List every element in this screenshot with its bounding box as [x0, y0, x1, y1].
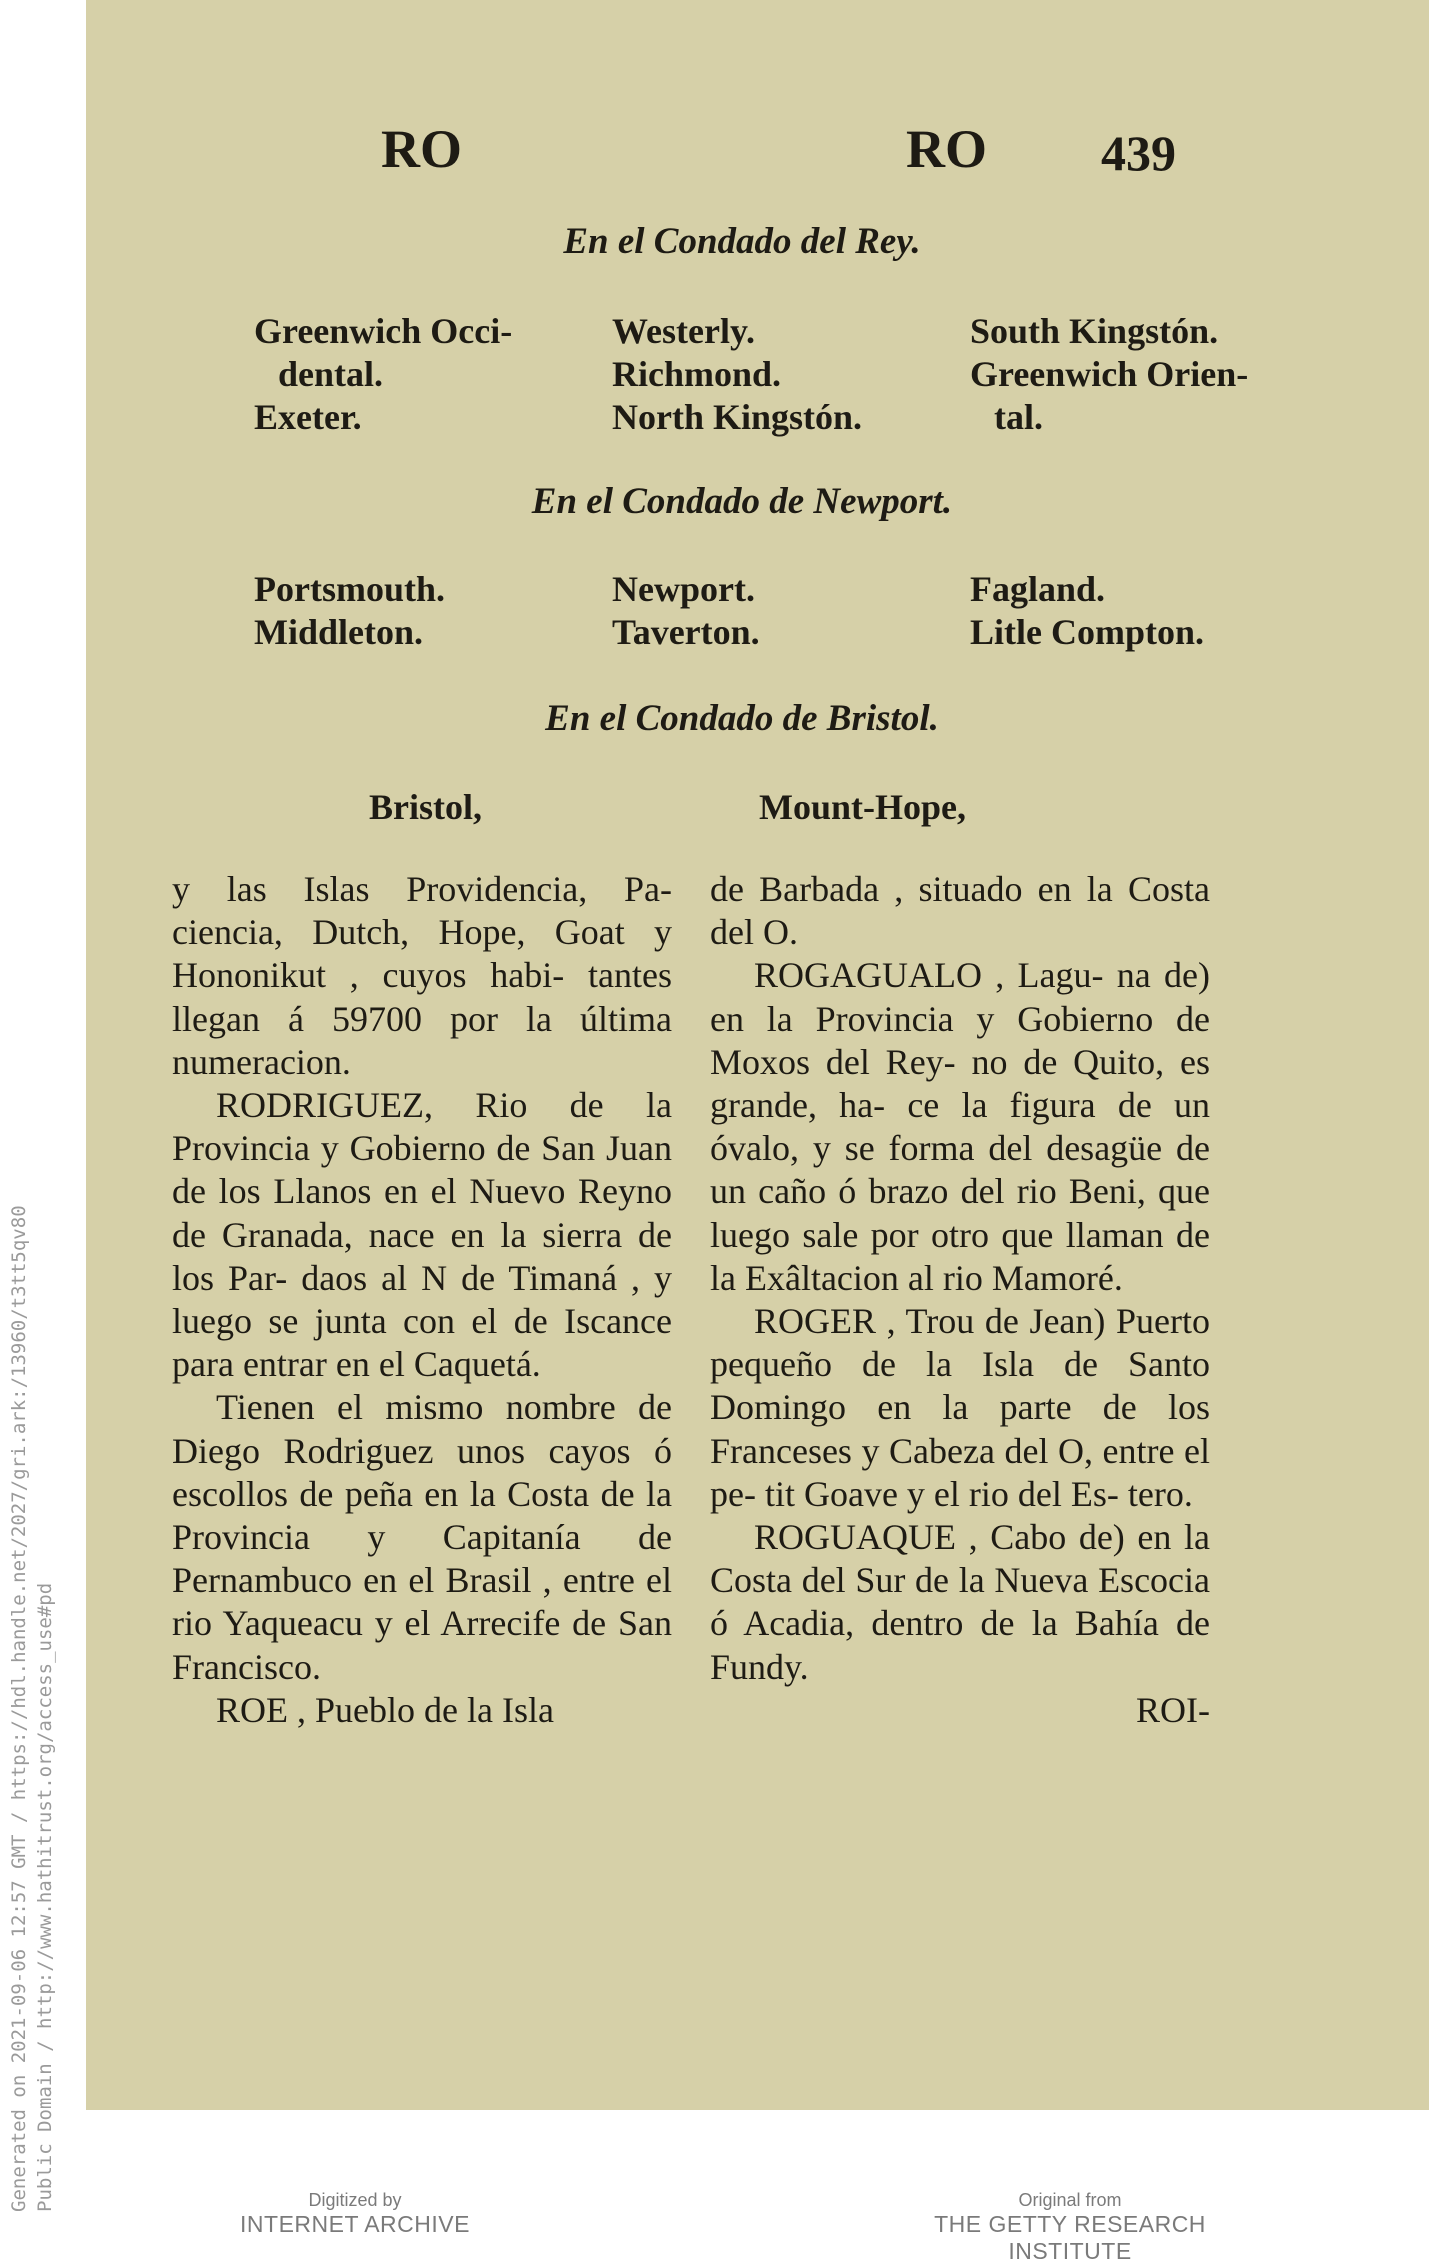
- name-entry: Richmond.: [612, 354, 782, 394]
- name-entry-bristol: Bristol,: [369, 787, 482, 827]
- name-entry: Litle Compton.: [970, 612, 1204, 652]
- name-entry: North Kingstón.: [612, 397, 863, 437]
- footer-digitized: [230, 2190, 480, 2238]
- name-entry: dental.: [278, 354, 384, 394]
- name-entry: Fagland.: [970, 569, 1106, 609]
- name-column: [970, 310, 1248, 439]
- name-entry: Greenwich Orien-: [970, 354, 1249, 394]
- paragraph-roguaque: ROGUAQUE , Cabo de) en la Costa del Sur de la Nueva Escocia ó Acadia, dentro de la Bahía de Fundy.: [710, 1517, 1211, 1687]
- section-heading-bristol: En el Condado de Bristol.: [545, 698, 939, 739]
- paragraph-roe: ROE , Pueblo de la Isla: [216, 1689, 554, 1730]
- footer-institution: THE GETTY RESEARCH INSTITUTE: [934, 2211, 1206, 2264]
- name-entry: Westerly.: [612, 311, 755, 351]
- section-heading-rey: En el Condado del Rey.: [563, 221, 921, 262]
- paragraph: Tienen el mismo nombre de Diego Rodriguez unos cayos ó escollos de peña en la Costa de la Provincia y Capitanía de Pernambuco en el Brasil , entre el rio Yaqueacu y el Arrecife de San Francisco.: [172, 1387, 673, 1687]
- name-column: [254, 310, 512, 439]
- paragraph: de Barbada , situado en la Costa del O.: [710, 869, 1210, 953]
- paragraph-roger: ROGER , Trou de Jean) Puerto pequeño de la Isla de Santo Domingo en la parte de los Franceses y Cabeza del O, entre el pe- tit Goave y el rio del Es- tero.: [710, 1301, 1211, 1514]
- stamp-line: Generated on 2021-09-06 12:57 GMT / https://hdl.handle.net/2027/gri.ark:/13960/t3tt5qv80: [8, 1205, 30, 2212]
- name-entry-mount-hope: Mount-Hope,: [759, 787, 966, 827]
- access-stamp: [6, 1052, 66, 2212]
- name-entry: Middleton.: [254, 612, 424, 652]
- text-column-right: [710, 868, 1210, 1732]
- running-head-left: RO: [381, 119, 462, 179]
- page-number: 439: [1101, 125, 1176, 181]
- text-column-left: [172, 868, 672, 1732]
- name-column: [612, 568, 760, 654]
- footer-label: Digitized by: [308, 2190, 402, 2210]
- name-entry: Newport.: [612, 569, 755, 609]
- name-entry: Taverton.: [612, 612, 760, 652]
- footer-label: Original from: [1018, 2190, 1122, 2210]
- running-head-right: RO: [906, 119, 987, 179]
- stamp-line: Public Domain / http://www.hathitrust.org/access_use#pd: [34, 1582, 56, 2212]
- footer-original: [870, 2190, 1270, 2265]
- section-heading-newport: En el Condado de Newport.: [531, 481, 953, 522]
- name-grid-newport: [254, 568, 1294, 668]
- name-column: [612, 310, 862, 439]
- name-column: [970, 568, 1204, 654]
- footer-source: INTERNET ARCHIVE: [240, 2211, 470, 2237]
- paragraph: y las Islas Providencia, Pa- ciencia, Dutch, Hope, Goat y Hononikut , cuyos habi- tantes llegan á 59700 por la última numeracion.: [172, 869, 673, 1082]
- name-entry: Portsmouth.: [254, 569, 445, 609]
- name-entry: tal.: [994, 397, 1043, 437]
- paragraph-rodriguez: RODRIGUEZ, Rio de la Provincia y Gobierno de San Juan de los Llanos en el Nuevo Reyno de Granada, nace en la sierra de los Par- daos al N de Timaná , y luego se junta con el de Iscance para entrar en el Caquetá.: [172, 1085, 673, 1385]
- scanned-page: [86, 0, 1429, 2110]
- name-entry: South Kingstón.: [970, 311, 1219, 351]
- name-entry: Greenwich Occi-: [254, 311, 513, 351]
- name-entry: Exeter.: [254, 397, 362, 437]
- paragraph-rogagualo: ROGAGUALO , Lagu- na de) en la Provincia y Gobierno de Moxos del Rey- no de Quito, es grande, ha- ce la figura de un óvalo, y se forma del desagüe de un caño ó brazo del rio Beni, que luego sale por otro que llaman de la Exâltacion al rio Mamoré.: [710, 955, 1211, 1298]
- name-column: [254, 568, 445, 654]
- catchword: ROI-: [1136, 1689, 1210, 1730]
- name-grid-rey: [254, 310, 1294, 450]
